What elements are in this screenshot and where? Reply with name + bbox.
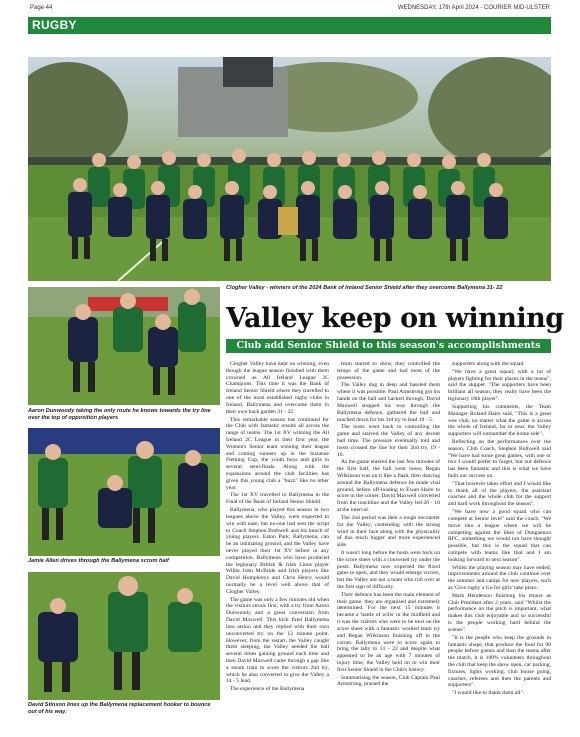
article-paragraph: This remarkable season has continued for the Club with fantastic results all across the range of teams. The 1st XV winning the All Ireland 2C League in their first year, the Women's Senior team winning their league and coming runners up in the Suzanne Fleming Cup, the youth boys and girls in several semi-finals. Along with the expansions around the club facilities has given this young club a "buzz" like no other year. (226, 416, 329, 491)
article-paragraph: Their defence has been the main element of their game, they are organised and extremely determined. For the next 15 minutes it became a 'battle of wills' in the midfield and it was the visitors who were to be next on the score sheet with a fantastic worked team try and Regan Wilkinson finishing off in the corner. Ballymena were to score again to bring the tally to 31 - 22 and despite what appeared to be an age with 7 minutes of injury time, the Valley held on to win their first Senior Shield in the Club's history. (337, 591, 440, 673)
subheadline-banner (226, 339, 551, 353)
team-photo (28, 57, 551, 281)
side-photo-3-image (28, 572, 220, 700)
page-number: Page 44 (30, 5, 53, 11)
article-paragraph: It wasn't long before the hosts were back on the score sheet with a converted try under the posts. Ballymena now expected the flood gates to open, and they would emerge victors, but the Valley are not a team who roll over at the first sign of difficulty. (337, 549, 440, 590)
page-header (30, 0, 550, 16)
side-photo-2 (28, 428, 220, 556)
article-paragraph: Supporting his comments, the Team Manager Roland Haire said, "This is a great wee club, no matter what the game is across the whole of Ireland, far or near, the Valley supporters will outnumber the home side". (448, 403, 551, 438)
article-paragraph: The game was only a few minutes old when the visitors struck first, with a try from Aaron Dunwoody and a great conversion from David Maxwell. This kick fired Ballymena into action and they replied with their own unconverted try on the 12 minute point. However, from the restart, the Valley caught them sleeping, the Valley needed the ball several times gaining ground each time and then David Maxwell came through a gap like a steam train to score the visitors 2nd try, which he also converted to give the Valley a 14 - 5 lead. (226, 596, 329, 685)
article-paragraph: supporters along with the squad. (452, 361, 525, 367)
article-paragraph: The 1st XV travelled to Ballymena in the Final of the Bank of Ireland Senior Shield. (226, 492, 329, 506)
side-photo-2-image (28, 428, 220, 556)
article-column-3 (448, 361, 551, 731)
article-paragraph: The 2nd period was then a tough encounter for the Valley, contending with the strong wind in their face along with the physicality of this much bigger and more experienced side. (337, 514, 440, 549)
section-title: RUGBY (32, 18, 77, 32)
article-paragraph: "It is the people who keep the grounds in fantastic shape, that produce the food for 90 people before games and then the teams after the match, it is 100% volunteers throughout the club that keep the show open, car parking, fixtures, lights working, club house going, coaches, referees and then the parents and supporters". (448, 634, 551, 689)
article-paragraph: "We have a great squad, with a lot of players fighting for their places in the teams", said the skipper. "The supporters have been brilliant all season, they really have been the legionary 16th player". (448, 368, 551, 403)
article-paragraph: The hosts went back to controlling the game and starved the Valley of any decent ball time. The pressure eventually told and hosts crossed the line for their 2nd try, 19 - 10. (337, 424, 440, 458)
article-paragraph: Mark Henderson finishing his tenure as Club President after 2 years, said "Whilst the performance on the pitch is important, what makes this club enjoyable and so successful is the people working hard behind the scenes". (448, 592, 551, 633)
article-paragraph: Summarising the season, Club Captain Paul Armstrong, praised the (337, 674, 440, 688)
article-paragraph: The Valley dug in deep and hassled them where it was possible. Paul Armstrong got his hands on the ball and hacked through, David Maxwell stopped his way through the Ballymena defence, gathered the ball and touched down for his 3rd try to lead 19 - 5. (337, 382, 440, 423)
side-photo-3-caption: David Stinson lines up the Ballymena replacement hooker to bounce out of his way. (28, 702, 211, 715)
section-banner (28, 17, 551, 34)
article-paragraph: team started to show, they controlled the tempo of the game and had most of the possession. (337, 361, 440, 381)
article-column-1 (226, 361, 329, 731)
side-photo-1-caption: Aaron Dunwoody taking the only route he knows towards the try line over the top of opposition players (28, 408, 211, 421)
article-paragraph: Ballymena, who played this season in two leagues above the Valley, were expected to win with ease, but no-one had sent the script to Coach Stephen Bothwell and his bunch of young players. Eaton Park; Ballymena, can be an intimating ground, and the Valley have never played their 1st XV before in any competition. Ballymena who have produced the legionary British & Irish Lions player Willie John McBride and Irish players like David Humphreys and Chris Henry would normally be a level well above that of Clogher Valley. (226, 507, 329, 595)
article-paragraph: Clogher Valley have kept on winning, even though the league season finished with them crowned as All Ireland League 2C Champions. This time it was the Bank of Ireland Senior Shield where they travelled to one of the most established rugby clubs in Ireland, Ballymena and overcome them in their own back garden 31 - 22. (226, 361, 329, 415)
article-paragraph: "We have now a good squad who can compete at Senior level" said the coach. "We move into a league where we will be competing against the likes of Dungannon RFC, something we would not have thought possible, but this is the squad that can compete with teams like that and I am looking forward to next season". (448, 509, 551, 563)
article-paragraph: "That however takes effort and I would like to thank all of the players, the assistant coaches and the whole club for the support and hard work throughout the season". (448, 480, 551, 508)
article-column-2 (337, 361, 440, 731)
side-photo-3 (28, 572, 220, 700)
side-photo-1 (28, 287, 220, 405)
headline: Valley keep on winning (226, 303, 564, 334)
article-paragraph: "I would like to thank them all". (452, 690, 525, 697)
main-photo-caption: Clogher Valley - winners of the 2024 Bank of Ireland Senior Shield after they overcome Ballymena 31- 22 (226, 285, 503, 291)
team-photo-image (28, 57, 551, 281)
edition-date: WEDNESDAY, 17th April 2024 - COURIER MID-ULSTER (397, 5, 550, 11)
subheadline: Club add Senior Shield to this season's accomplishments (236, 340, 541, 351)
article-paragraph: Whilst the playing season may have ended, improvements around the club continue over the summer and camps for new players, such as 'Give rugby a Go for girls' take place. (448, 564, 551, 591)
article-paragraph: As the game entered the last few minutes of the first half, the ball went loose, Regan Wilkinson was on it like a flash, then dancing around the Ballymena defence he made vital ground, before off-loading to Ewan Haire to score in the corner. David Maxwell converted from the touchline and the Valley led 26 - 10 at the interval. (337, 459, 440, 514)
side-photo-1-image (28, 287, 220, 405)
side-photo-2-caption: Jamie Allen drives through the Ballymena scrum half (28, 558, 169, 564)
article-paragraph: Reflecting on the performances over the season, Club Coach, Stephen Bothwell said "We have had some great games, with one or two I would prefer to forget, but our defence has been fantastic and this is what we have built our success on. (448, 438, 551, 479)
article-paragraph: The experience of the Ballymena (230, 686, 305, 693)
